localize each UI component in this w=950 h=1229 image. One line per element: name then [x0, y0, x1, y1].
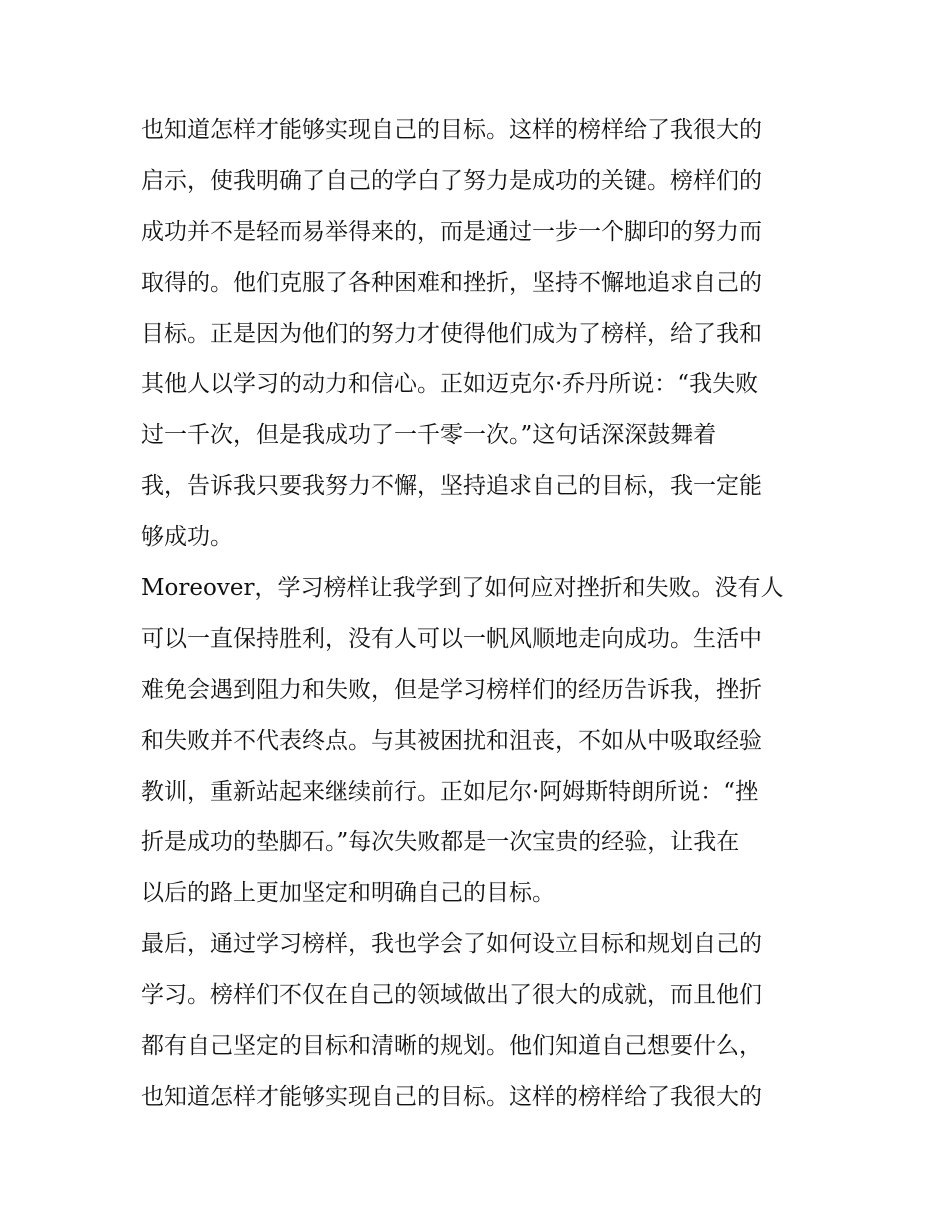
text-line: 目标。正是因为他们的努力才使得他们成为了榜样，给了我和 [141, 320, 762, 347]
text-line: 可以一直保持胜利，没有人可以一帆风顺地走向成功。生活中 [141, 625, 762, 652]
text-line: 学习。榜样们不仅在自己的领域做出了很大的成就，而且他们 [141, 982, 762, 1009]
text-line: 取得的。他们克服了各种困难和挫折，坚持不懈地追求自己的 [141, 269, 762, 296]
text-line: 都有自己坚定的目标和清晰的规划。他们知道自己想要什么， [141, 1033, 762, 1060]
text-line: 我，告诉我只要我努力不懈，坚持追求自己的目标，我一定能 [141, 473, 762, 500]
text-line: 成功并不是轻而易举得来的，而是通过一步一个脚印的努力而 [141, 218, 762, 245]
text-line: 教训，重新站起来继续前行。正如尼尔·阿姆斯特朗所说：“挫 [141, 778, 759, 805]
text-line: 折是成功的垫脚石。”每次失败都是一次宝贵的经验，让我在 [141, 829, 740, 856]
text-line: 也知道怎样才能够实现自己的目标。这样的榜样给了我很大的 [141, 1083, 762, 1110]
text-line: 难免会遇到阻力和失败，但是学习榜样们的经历告诉我，挫折 [141, 676, 762, 703]
text-line: 也知道怎样才能够实现自己的目标。这样的榜样给了我很大的 [141, 117, 762, 143]
text-line: Moreover，学习榜样让我学到了如何应对挫折和失败。没有人 [141, 575, 784, 602]
text-line: 最后，通过学习榜样，我也学会了如何设立目标和规划自己的 [141, 931, 762, 958]
text-line: 以后的路上更加坚定和明确自己的目标。 [141, 880, 555, 907]
text-line: 和失败并不代表终点。与其被困扰和沮丧，不如从中吸取经验 [141, 727, 762, 754]
text-line: 过一千次，但是我成功了一千零一次。”这句话深深鼓舞着 [141, 422, 717, 449]
text-line: 其他人以学习的动力和信心。正如迈克尔·乔丹所说：“我失败 [141, 371, 759, 398]
text-line: 启示，使我明确了自己的学白了努力是成功的关键。榜样们的 [141, 167, 762, 194]
text-line: 够成功。 [141, 524, 233, 551]
body-text [141, 105, 821, 1123]
